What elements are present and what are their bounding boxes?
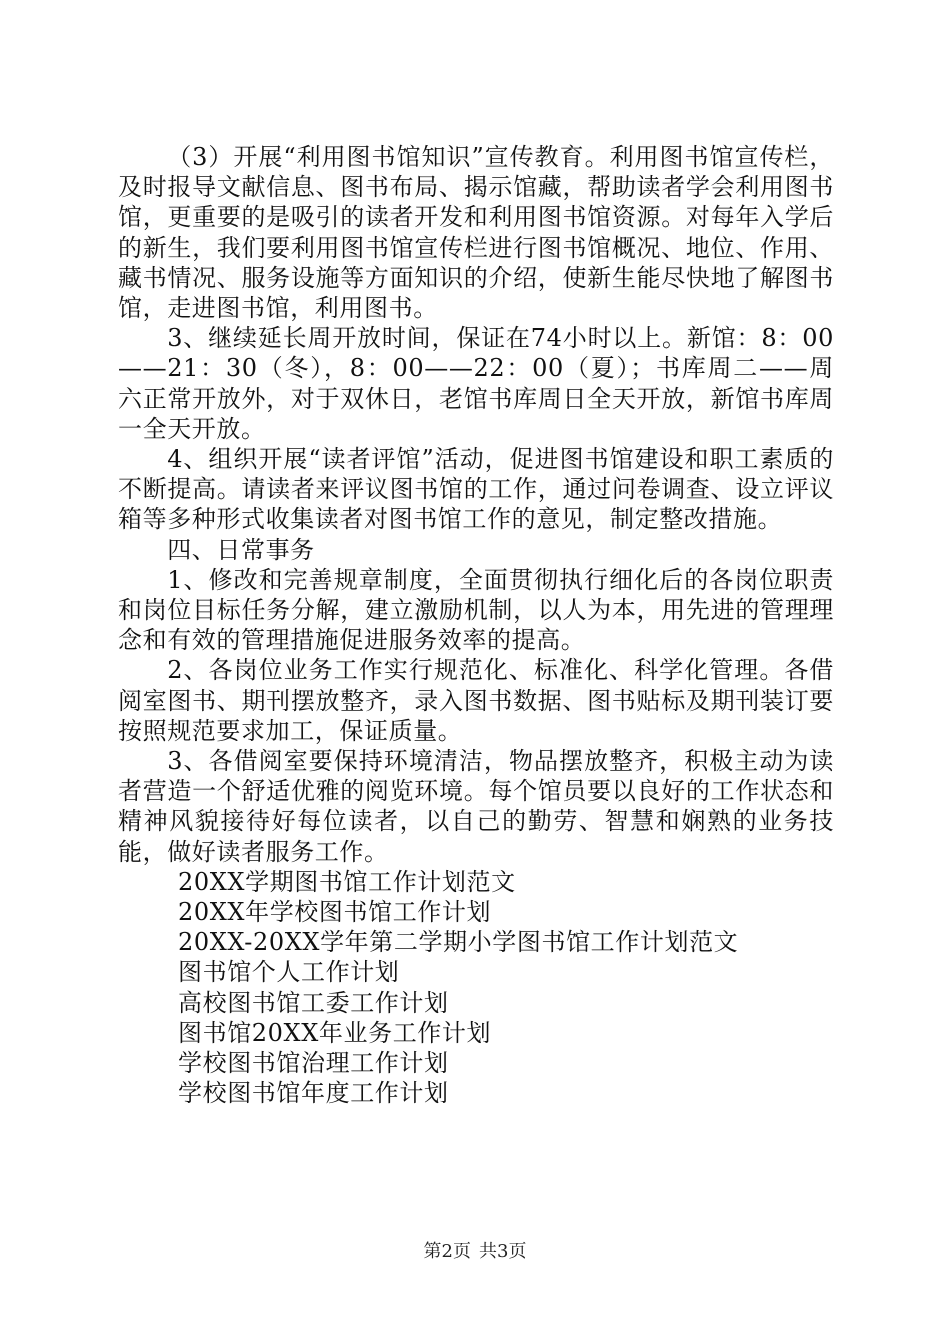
page-total: 共3页: [479, 1241, 527, 1262]
section-heading: 四、日常事务: [167, 535, 315, 564]
related-link[interactable]: 20XX学期图书馆工作计划范文: [178, 867, 516, 896]
page-footer: [0, 1240, 950, 1264]
related-link[interactable]: 学校图书馆年度工作计划: [178, 1079, 449, 1108]
paragraph-promotion-education: （3）开展“利用图书馆知识”宣传教育。利用图书馆宣传栏，及时报导文献信息、图书布局、揭示馆藏，帮助读者学会利用图书馆，更重要的是吸引的读者开发和利用图书馆资源。对每年入学后的新生，我们要利用图书馆宣传栏进行图书馆概况、地位、作用、藏书情况、服务设施等方面知识的介绍，使新生能尽快地了解图书馆，走进图书馆，利用图书。: [118, 143, 834, 323]
related-link[interactable]: 图书馆个人工作计划: [178, 958, 400, 987]
document-body: [118, 142, 834, 1109]
paragraph-environment: 3、各借阅室要保持环境清洁，物品摆放整齐，积极主动为读者营造一个舒适优雅的阅览环境。每个馆员要以良好的工作状态和精神风貌接待好每位读者，以自己的勤劳、智慧和娴熟的业务技能，做好读者服务工作。: [118, 747, 834, 866]
related-link[interactable]: 图书馆20XX年业务工作计划: [178, 1018, 492, 1047]
paragraph-opening-hours: 3、继续延长周开放时间，保证在74小时以上。新馆：8：00——21：30（冬），8：00——22：00（夏）；书库周二——周六正常开放外，对于双休日，老馆书库周日全天开放，新馆书库周一全天开放。: [118, 324, 834, 443]
related-link[interactable]: 20XX年学校图书馆工作计划: [178, 898, 492, 927]
paragraph-standardization: 2、各岗位业务工作实行规范化、标准化、科学化管理。各借阅室图书、期刊摆放整齐，录入图书数据、图书贴标及期刊装订要按照规范要求加工，保证质量。: [118, 656, 834, 745]
page-number: 第2页: [423, 1241, 471, 1262]
related-links-list: [118, 867, 834, 1109]
related-link[interactable]: 20XX-20XX学年第二学期小学图书馆工作计划范文: [178, 928, 739, 957]
related-link[interactable]: 高校图书馆工委工作计划: [178, 988, 449, 1017]
paragraph-rules: 1、修改和完善规章制度，全面贯彻执行细化后的各岗位职责和岗位目标任务分解，建立激励机制，以人为本，用先进的管理理念和有效的管理措施促进服务效率的提高。: [118, 565, 834, 655]
related-link[interactable]: 学校图书馆治理工作计划: [178, 1049, 449, 1078]
paragraph-reader-review: 4、组织开展“读者评馆”活动，促进图书馆建设和职工素质的不断提高。请读者来评议图书馆的工作，通过问卷调查、设立评议箱等多种形式收集读者对图书馆工作的意见，制定整改措施。: [118, 445, 834, 534]
